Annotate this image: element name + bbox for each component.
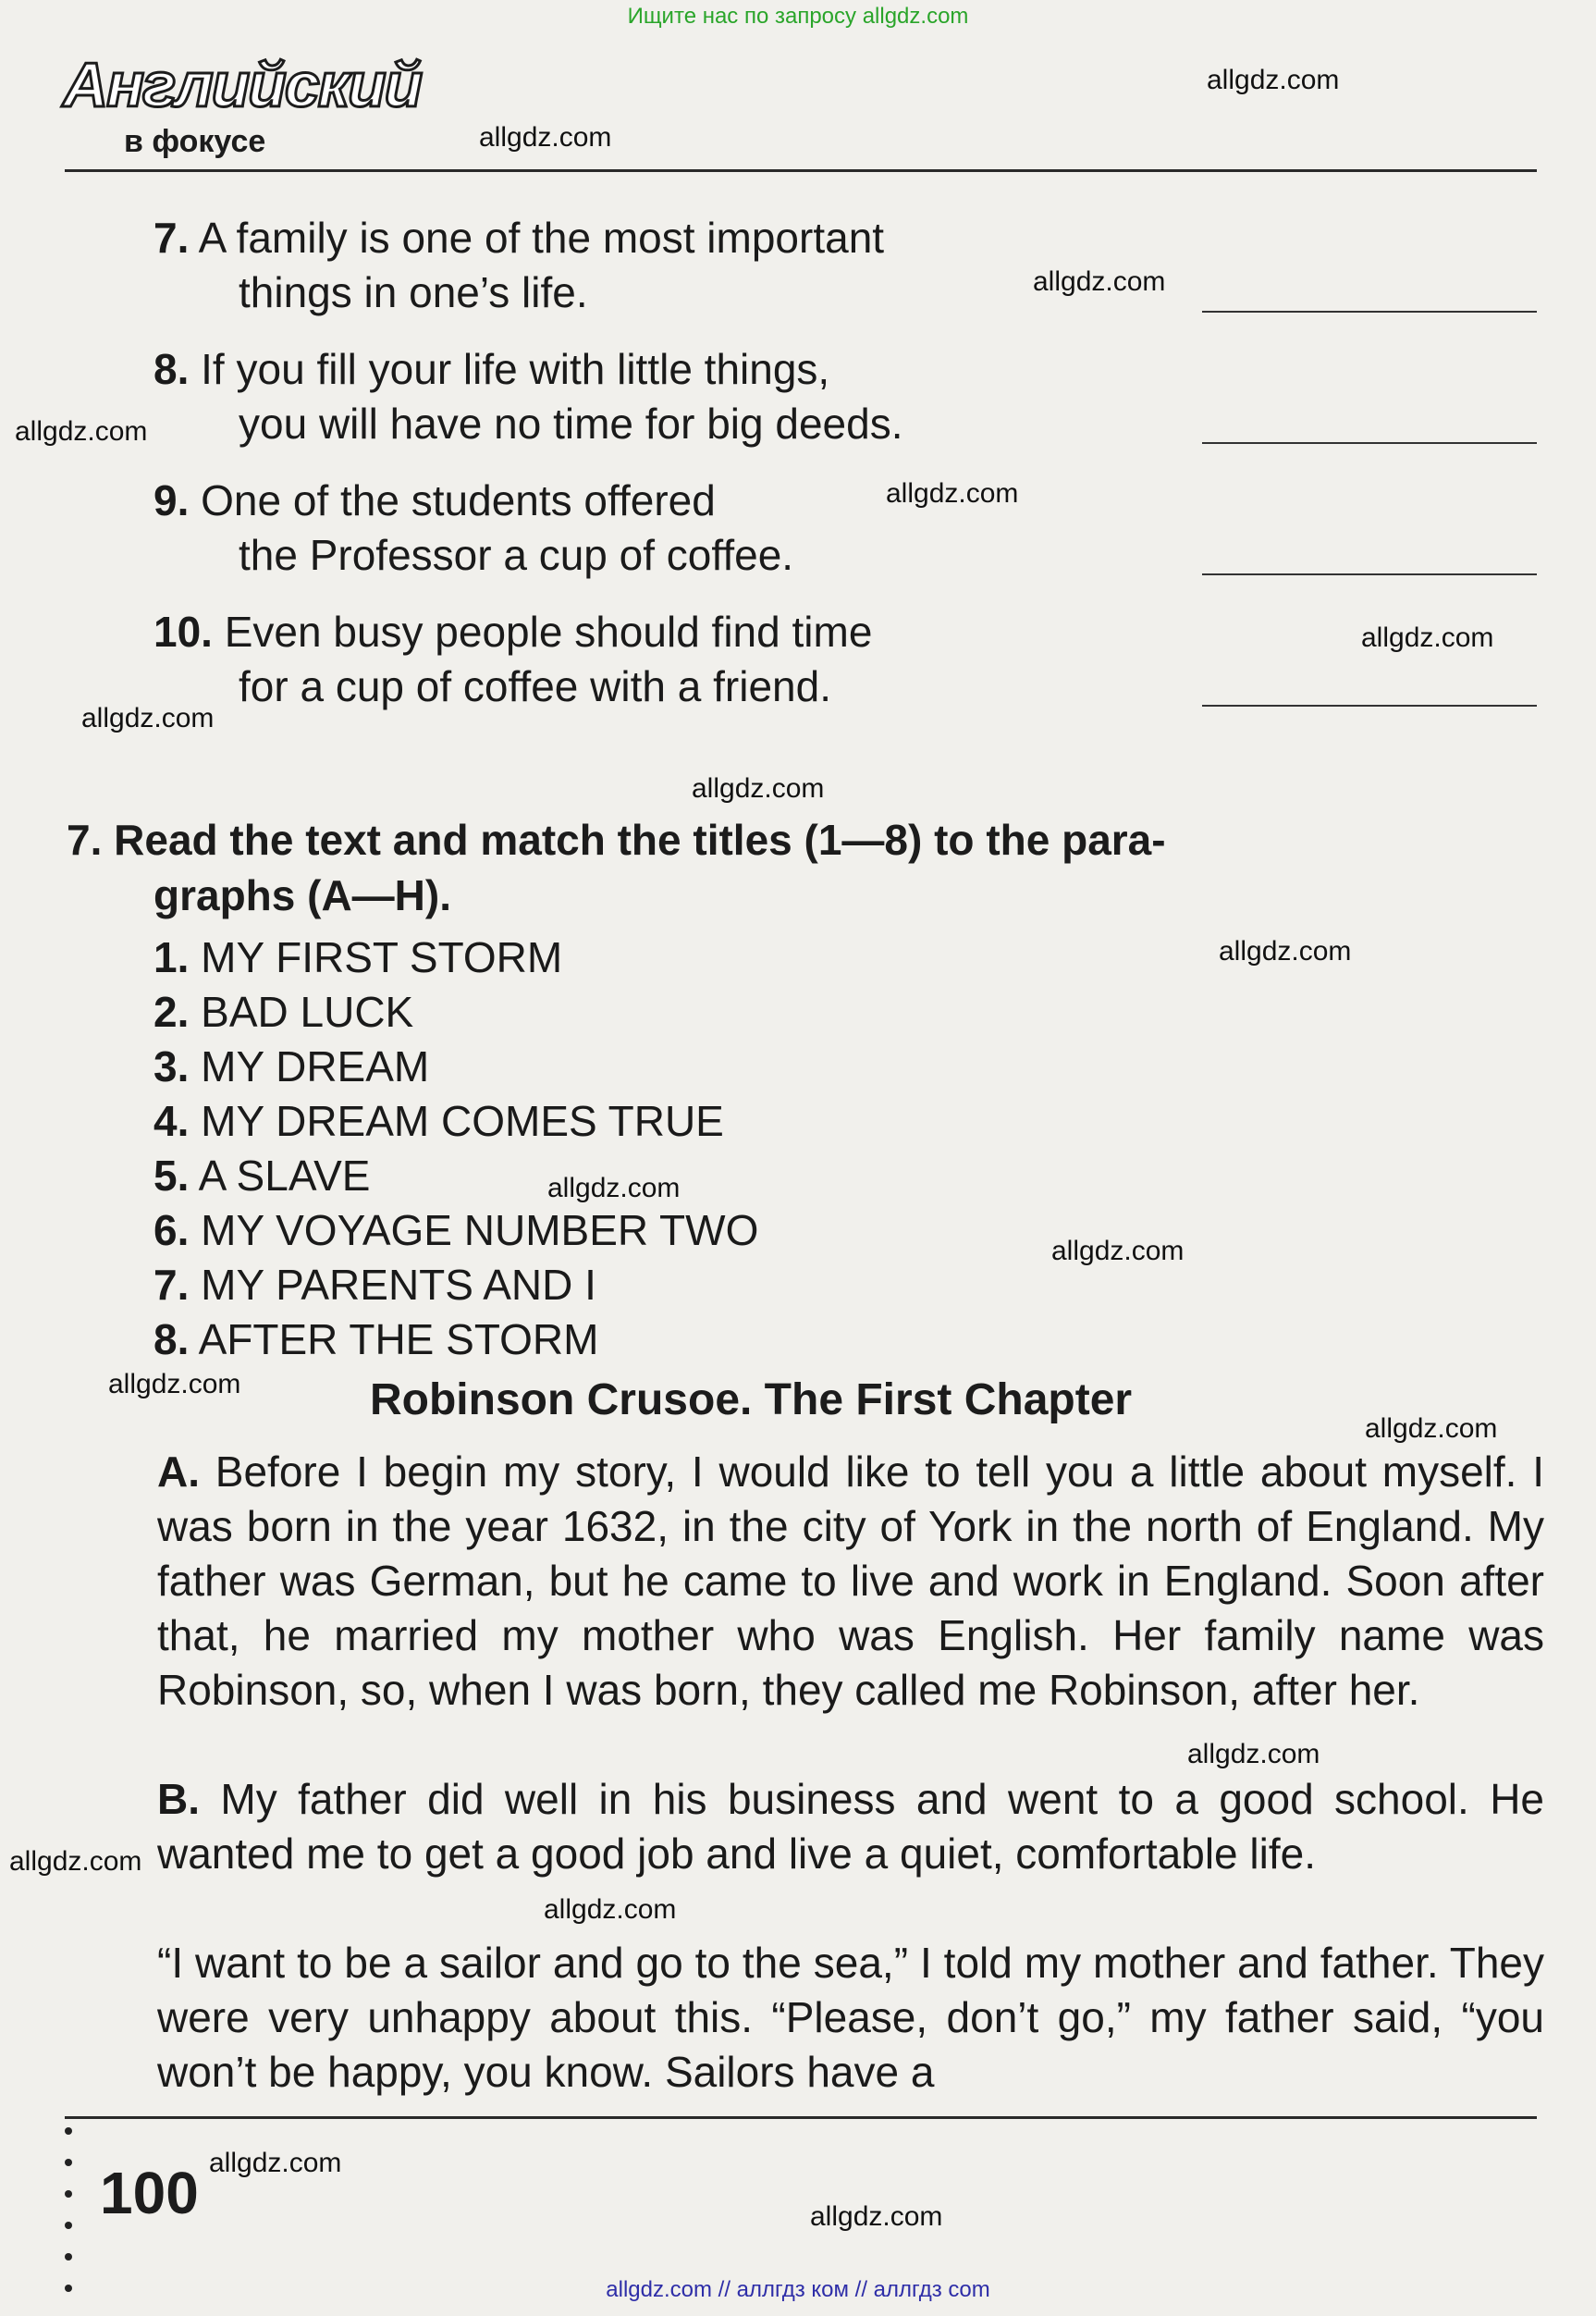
title-number: 4. [153, 1097, 190, 1145]
title-number: 3. [153, 1042, 190, 1090]
title-text: MY FIRST STORM [201, 933, 563, 981]
title-text: MY DREAM [201, 1042, 430, 1090]
paragraph-b-continued: “I want to be a sailor and go to the sea,” I told my mother and father. They were very unhappy about this. “Please, don’t go,” my father said, “you won’t be happy, you know. Sailors have a [157, 1939, 1544, 2096]
watermark-link[interactable]: allgdz.com [1051, 1236, 1185, 1266]
statement-text: One of the students offered [201, 476, 716, 524]
title-7 [153, 1258, 596, 1312]
statement-7 [153, 211, 884, 265]
statement-10-cont: for a cup of coffee with a friend. [239, 662, 831, 710]
watermark-link[interactable]: allgdz.com [1033, 266, 1166, 297]
statement-number: 9. [153, 476, 190, 524]
paragraph-letter: B. [157, 1775, 200, 1823]
header-rule [65, 169, 1537, 172]
watermark-link[interactable]: allgdz.com [15, 416, 148, 447]
watermark-link[interactable]: allgdz.com [692, 773, 825, 804]
title-text: AFTER THE STORM [198, 1315, 599, 1363]
statement-number: 10. [153, 608, 213, 656]
statement-8 [153, 342, 829, 397]
title-6 [153, 1203, 758, 1258]
watermark-link[interactable]: allgdz.com [810, 2201, 943, 2232]
title-number: 1. [153, 933, 190, 981]
task-instruction-line-1: Read the text and match the titles (1—8) to the para- [114, 816, 1166, 864]
task-7-instruction [67, 812, 1537, 868]
watermark-link[interactable]: allgdz.com [1361, 622, 1494, 653]
title-text: MY PARENTS AND I [201, 1261, 596, 1309]
logo-sub-text: в фокусе [124, 124, 266, 159]
bottom-watermark[interactable]: allgdz.com // аллгдз ком // аллгдз com [606, 2277, 990, 2302]
statement-number: 8. [153, 345, 190, 393]
statement-text: If you fill your life with little things, [201, 345, 830, 393]
watermark-link[interactable]: allgdz.com [1219, 936, 1352, 967]
watermark-link[interactable]: allgdz.com [1365, 1413, 1498, 1444]
statement-text: Even busy people should find time [224, 608, 873, 656]
statement-text: A family is one of the most important [198, 214, 885, 262]
title-1 [153, 930, 562, 985]
answer-line [1202, 705, 1537, 707]
answer-line [1202, 311, 1537, 313]
page-number: 100 [100, 2160, 199, 2226]
statement-9 [153, 474, 716, 528]
title-number: 7. [153, 1261, 190, 1309]
watermark-link[interactable]: allgdz.com [547, 1173, 681, 1203]
task-instruction-line-2: graphs (A—H). [153, 871, 451, 919]
paragraph-text: My father did well in his business and went to a good school. He wanted me to get a good job and live a quiet, comfortable life. [157, 1775, 1545, 1878]
watermark-link[interactable]: allgdz.com [479, 122, 612, 153]
paragraph-a [157, 1445, 1544, 1718]
watermark-link[interactable]: allgdz.com [108, 1369, 241, 1399]
book-logo [63, 50, 422, 165]
watermark-link[interactable]: allgdz.com [1207, 65, 1340, 95]
title-8 [153, 1312, 598, 1367]
story-title: Robinson Crusoe. The First Chapter [370, 1375, 1133, 1424]
title-number: 8. [153, 1315, 190, 1363]
top-watermark[interactable]: Ищите нас по запросу allgdz.com [627, 4, 969, 29]
title-number: 2. [153, 988, 190, 1036]
watermark-link[interactable]: allgdz.com [886, 478, 1019, 509]
paragraph-b [157, 1772, 1544, 1881]
paragraph-letter: A. [157, 1448, 200, 1496]
title-number: 6. [153, 1206, 190, 1254]
statement-7-cont: things in one’s life. [239, 268, 588, 316]
answer-line [1202, 573, 1537, 575]
title-number: 5. [153, 1152, 190, 1200]
statement-8-cont: you will have no time for big deeds. [239, 400, 903, 448]
task-number: 7. [67, 816, 103, 864]
title-3 [153, 1040, 429, 1094]
title-5 [153, 1149, 370, 1203]
paragraph-text: Before I begin my story, I would like to tell you a little about myself. I was born in the year 1632, in the city of York in the north of England. My father was German, but he came to live and work in England. Soon after that, he married my mother who was English. Her family name was Robinson, so, when I was born, they called me Robinson, after her. [157, 1448, 1544, 1714]
title-text: BAD LUCK [201, 988, 414, 1036]
statement-9-cont: the Professor a cup of coffee. [239, 531, 794, 579]
logo-main-text: Английский [63, 50, 422, 120]
title-2 [153, 985, 413, 1040]
watermark-link[interactable]: allgdz.com [9, 1846, 142, 1877]
title-text: MY DREAM COMES TRUE [201, 1097, 724, 1145]
watermark-link[interactable]: allgdz.com [1187, 1739, 1320, 1769]
footer-rule [65, 2116, 1537, 2119]
watermark-link[interactable]: allgdz.com [209, 2148, 342, 2178]
title-text: A SLAVE [198, 1152, 371, 1200]
title-4 [153, 1094, 724, 1149]
watermark-link[interactable]: allgdz.com [544, 1894, 677, 1925]
title-text: MY VOYAGE NUMBER TWO [201, 1206, 759, 1254]
watermark-link[interactable]: allgdz.com [81, 703, 215, 733]
answer-line [1202, 442, 1537, 444]
statement-10 [153, 605, 872, 659]
statement-number: 7. [153, 214, 190, 262]
